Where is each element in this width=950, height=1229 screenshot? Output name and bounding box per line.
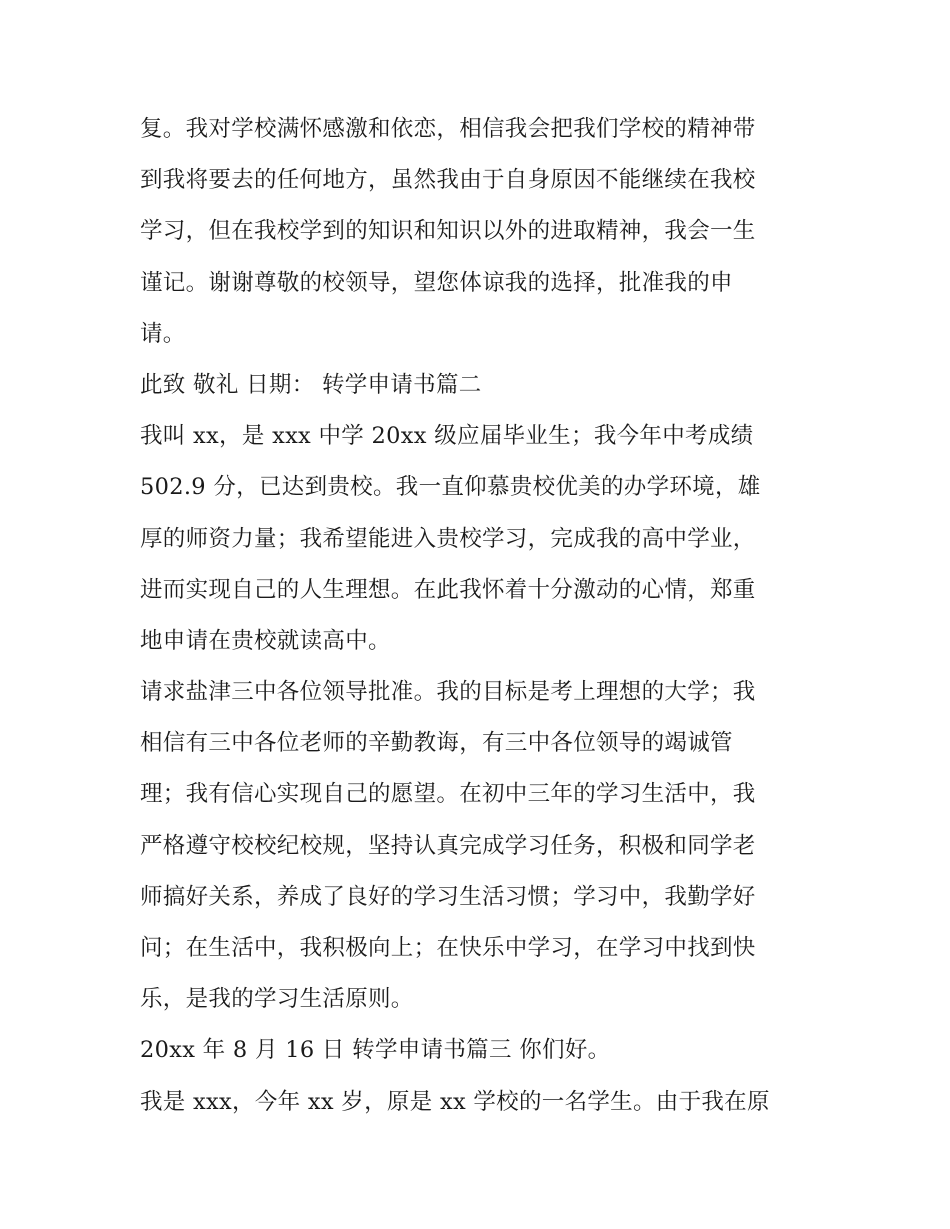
text-line: 502.9 分，已达到贵校。我一直仰慕贵校优美的办学环境，雄 [140, 474, 761, 501]
text-line: 谨记。谢谢尊敬的校领导，望您体谅我的选择，批准我的申 [140, 269, 733, 296]
closing-line: 此致 敬礼 日期： 转学申请书篇二 [140, 371, 482, 398]
text-line: 请。 [140, 320, 186, 347]
text-line: 乐，是我的学习生活原则。 [140, 986, 414, 1013]
text-line: 到我将要去的任何地方，虽然我由于自身原因不能继续在我校 [140, 167, 756, 194]
text-line: 地申请在贵校就读高中。 [140, 627, 391, 654]
text-line: 复。我对学校满怀感激和依恋，相信我会把我们学校的精神带 [140, 116, 756, 142]
text-line: 我是 xxx，今年 xx 岁，原是 xx 学校的一名学生。由于我在原 [140, 1088, 770, 1115]
text-line: 理；我有信心实现自己的愿望。在初中三年的学习生活中，我 [140, 781, 756, 808]
text-line: 请求盐津三中各位领导批准。我的目标是考上理想的大学；我 [140, 679, 756, 706]
date-line: 20xx 年 8 月 16 日 转学申请书篇三 你们好。 [140, 1037, 611, 1064]
text-line: 厚的师资力量；我希望能进入贵校学习，完成我的高中学业， [140, 525, 756, 552]
text-line: 我叫 xx，是 xxx 中学 20xx 级应届毕业生；我今年中考成绩 [140, 423, 754, 450]
text-line: 严格遵守校校纪校规，坚持认真完成学习任务，积极和同学老 [140, 832, 756, 859]
text-line: 相信有三中各位老师的辛勤教诲，有三中各位领导的竭诚管 [140, 730, 733, 757]
text-line: 进而实现自己的人生理想。在此我怀着十分激动的心情，郑重 [140, 576, 756, 603]
text-line: 问；在生活中，我积极向上；在快乐中学习，在学习中找到快 [140, 935, 756, 961]
text-line: 学习，但在我校学到的知识和知识以外的进取精神，我会一生 [140, 218, 756, 245]
document-body [140, 104, 820, 1128]
text-line: 师搞好关系，养成了良好的学习生活习惯；学习中，我勤学好 [140, 883, 756, 910]
